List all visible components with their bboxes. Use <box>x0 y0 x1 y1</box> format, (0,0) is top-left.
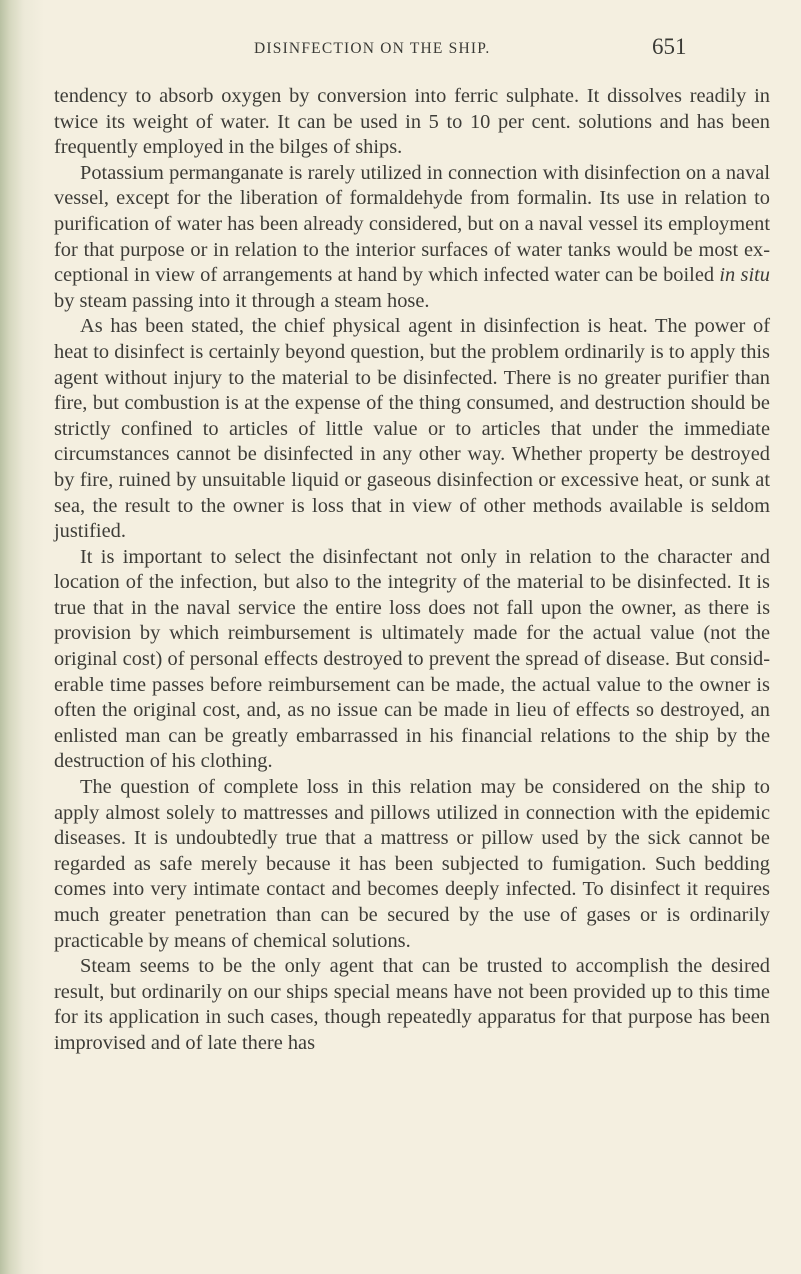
text-run: It is important to select the disinfectant not only in relation to the character and location of the infection, but also to the integrity of the material to be disinfected. It is true that in the naval service the entire loss does not fall upon the owner, as there is provision by which reimbursement is ultimately made for the actual value (not the original cost) of personal effects destroyed to prevent the spread of disease. But considerable time passes before reimbursement can be made, the actual value to the owner is often the original cost, and, as no issue can be made in lieu of effects so destroyed, an enlisted man can be greatly embarrassed in his financial relations to the ship by the destruction of his clothing. <box>54 545 770 773</box>
paragraph <box>54 775 770 954</box>
running-title: DISINFECTION ON THE SHIP. <box>254 40 491 57</box>
body-text <box>54 84 770 1057</box>
paragraph <box>54 314 770 544</box>
paragraph <box>54 161 770 315</box>
text-run: tendency to absorb oxygen by conversion into ferric sulphate. It dissolves readily in twice its weight of water. It can be used in 5 to 10 per cent. solutions and has been frequently employed in the bilges of ships. <box>54 85 770 159</box>
text-run: As has been stated, the chief physical agent in disinfection is heat. The power of heat to disinfect is certainly beyond question, but the problem ordinarily is to apply this agent without injury to the material to be disinfected. There is no greater purifier than fire, but combustion is at the expense of the thing consumed, and destruction should be strictly confined to articles of little value or to articles that under the immediate circumstances cannot be disinfected in any other way. Whether property be destroyed by fire, ruined by unsuitable liquid or gaseous disinfection or excessive heat, or sunk at sea, the result to the owner is loss that in view of other methods available is seldom justified. <box>54 315 770 543</box>
page-number: 651 <box>652 34 687 59</box>
page-header <box>0 34 801 64</box>
text-run: Steam seems to be the only agent that can be trusted to accomplish the desired result, but ordinarily on our ships special means have not been provided up to this time for its application in such cases, though repeatedly apparatus for that purpose has been improvised and of late there has <box>54 955 770 1054</box>
text-run: by steam passing into it through a steam hose. <box>54 289 430 312</box>
paragraph <box>54 954 770 1056</box>
text-run: The question of complete loss in this relation may be considered on the ship to apply almost solely to mattresses and pillows utilized in connection with the epidemic diseases. It is undoubtedly true that a mattress or pillow used by the sick cannot be regarded as safe merely because it has been subjected to fumigation. Such bedding comes into very intimate contact and becomes deeply infected. To disinfect it requires much greater penetration than can be secured by the use of gases or is ordinarily practicable by means of chemical solutions. <box>54 776 770 952</box>
italic-phrase: in situ <box>719 264 771 287</box>
paragraph <box>54 545 770 775</box>
paragraph <box>54 84 770 161</box>
text-run: Potassium permanganate is rarely utilized in connection with disinfection on a naval vessel, except for the liberation of formaldehyde from formalin. Its use in relation to purification of water has been already considered, but on a naval vessel its employment for that purpose or in relation to the interior surfaces of water tanks would be most exceptional in view of arrangements at hand by which infected water can be boiled <box>54 161 770 287</box>
